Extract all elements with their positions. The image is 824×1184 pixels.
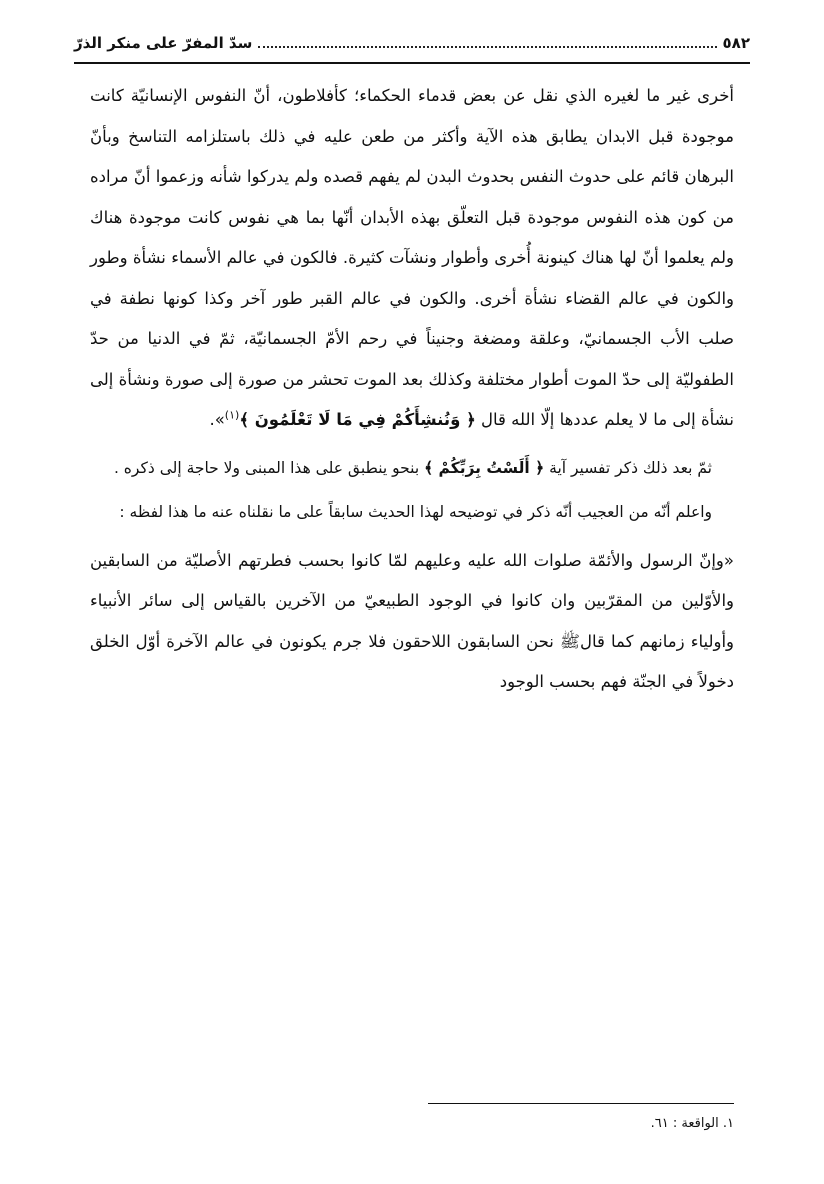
paragraph-text: أخرى غير ما لغيره الذي نقل عن بعض قدماء الحكماء؛ كأفلاطون، أنّ النفوس الإنسانيّة كانت موجودة قبل الابدان يطابق هذه الآية وأكثر من طعن عليه في ذلك باستلزامه التناسخ وبأنّ البرهان قائم على حدوث النفس بحدوث البدن لم يفهم قصده ولم يدركوا شأنه وزعموا أنّ مراده من كون هذه النفوس موجودة قبل التعلّق بهذه الأبدان أنّها بما هي نفوس كانت موجودة هناك ولم يعلموا أنّ لها هناك كينونة أُخرى وأطوار ونشآت كثيرة. فالكون في عالم الأسماء نشأة وطور والكون في عالم القضاء نشأة أخرى. والكون في عالم القبر طور آخر وكذا كونها نطفة في صلب الأب الجسمانيّ، وعلقة ومضغة وجنيناً في رحم الأمّ الجسمانيّة، ثمّ في الدنيا من حدّ الطفوليّة إلى حدّ الموت أطوار مختلفة وكذلك بعد الموت تحشر من صورة إلى صورة ونشأة إلى نشأة إلى ما لا يعلم عددها إلّا الله قال bbox=[89, 86, 734, 429]
paragraph-text: «وإنّ الرسول والأئمّة صلوات الله عليه وعليهم لمّا كانوا بحسب فطرتهم الأصليّة من السابقين والأوّلين من المقرّبين وان كانوا في الوجود الطبيعيّ من الآخرين بالقياس إلى سائر الأنبياء وأولياء زمانهم كما قال bbox=[90, 550, 735, 651]
header-leader-dots bbox=[258, 46, 716, 48]
paragraph-quote bbox=[90, 541, 734, 703]
running-title: سدّ المفرّ على منكر الذرّ bbox=[74, 34, 253, 52]
salawat-glyph: ﷺ bbox=[560, 631, 580, 651]
quran-verse: ﴿ أَلَسْتُ بِرَبِّكُمْ ﴾ bbox=[424, 458, 545, 477]
footnote-rule bbox=[428, 1103, 734, 1104]
paragraph-quote-continuation bbox=[90, 76, 734, 441]
paragraph-text: نحن السابقون اللاحقون فلا جرم يكونون في عالم الآخرة أوّل الخلق دخولاً في الجنّة فهم بحسب الوجود bbox=[90, 631, 734, 691]
paragraph-text: بنحو ينطبق على هذا المبنى ولا حاجة إلى ذكره . bbox=[113, 458, 420, 477]
running-header bbox=[74, 28, 750, 58]
quran-verse: ﴿ وَنُنشِأَكُمْ فِي مَا لَا تَعْلَمُونَ ﴾ bbox=[239, 410, 476, 429]
footnote bbox=[90, 1116, 734, 1131]
quote-close: ». bbox=[209, 410, 225, 429]
paragraph-note bbox=[90, 493, 734, 531]
page-number: ٥٨٢ bbox=[722, 34, 750, 52]
header-rule bbox=[74, 62, 750, 64]
paragraph-text: ثمّ بعد ذلك ذكر تفسير آية bbox=[549, 458, 712, 477]
body-text bbox=[90, 76, 734, 703]
paragraph-text: واعلم أنّه من العجيب أنّه ذكر في توضيحه لهذا الحديث سابقاً على ما نقلناه عنه ما هذا لفظه : bbox=[119, 502, 712, 521]
footnote-text: ١. الواقعة : ٦١. bbox=[650, 1116, 734, 1131]
footnote-marker: (١) bbox=[224, 408, 240, 422]
paragraph-verse-commentary bbox=[90, 449, 734, 487]
